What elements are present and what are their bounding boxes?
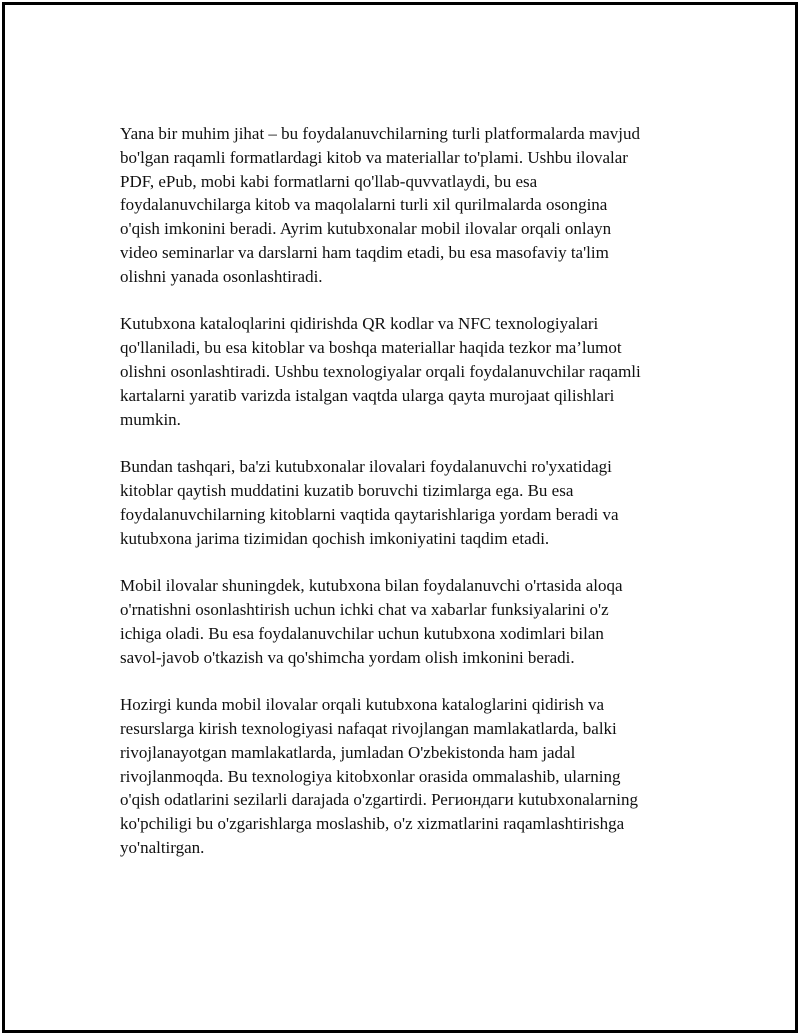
text-line: o'qish imkonini beradi. Ayrim kutubxonalar mobil ilovalar orqali onlayn bbox=[120, 219, 612, 239]
paragraph-5 bbox=[120, 693, 700, 860]
text-line: olishni yanada osonlashtiradi. bbox=[120, 266, 323, 286]
text-line: Mobil ilovalar shuningdek, kutubxona bilan foydalanuvchi o'rtasida aloqa bbox=[120, 576, 623, 596]
text-line: kartalarni yaratib varizda istalgan vaqtda ularga qayta murojaat qilishlari bbox=[120, 385, 615, 405]
paragraph-3 bbox=[120, 455, 700, 550]
document-body bbox=[120, 122, 700, 884]
text-line: ichiga oladi. Bu esa foydalanuvchilar uchun kutubxona xodimlari bilan bbox=[120, 623, 604, 643]
text-line: qo'llaniladi, bu esa kitoblar va boshqa materiallar haqida tezkor ma’lumot bbox=[120, 338, 622, 358]
text-line: kutubxona jarima tizimidan qochish imkoniyatini taqdim etadi. bbox=[120, 528, 550, 548]
paragraph-1 bbox=[120, 122, 700, 289]
text-line: resurslarga kirish texnologiyasi nafaqat rivojlangan mamlakatlarda, balki bbox=[120, 718, 617, 738]
text-line: foydalanuvchilarga kitob va maqolalarni turli xil qurilmalarda osongina bbox=[120, 195, 608, 215]
text-line: kitoblar qaytish muddatini kuzatib boruvchi tizimlarga ega. Bu esa bbox=[120, 480, 574, 500]
text-line: olishni osonlashtiradi. Ushbu texnologiyalar orqali foydalanuvchilar raqamli bbox=[120, 361, 641, 381]
page-frame bbox=[2, 2, 798, 1033]
text-line: ko'pchiligi bu o'zgarishlarga moslashib, o'z xizmatlarini raqamlashtirishga bbox=[120, 814, 625, 834]
text-line: foydalanuvchilarning kitoblarni vaqtida qaytarishlariga yordam beradi va bbox=[120, 504, 619, 524]
text-line: o'rnatishni osonlashtirish uchun ichki chat va xabarlar funksiyalarini o'z bbox=[120, 599, 609, 619]
text-line: savol-javob o'tkazish va qo'shimcha yordam olish imkonini beradi. bbox=[120, 647, 575, 667]
text-line: video seminarlar va darslarni ham taqdim etadi, bu esa masofaviy ta'lim bbox=[120, 242, 609, 262]
text-line: rivojlanmoqda. Bu texnologiya kitobxonlar orasida ommalashib, ularning bbox=[120, 766, 621, 786]
text-line: bo'lgan raqamli formatlardagi kitob va materiallar to'plami. Ushbu ilovalar bbox=[120, 147, 628, 167]
text-line: o'qish odatlarini sezilarli darajada o'zgartirdi. Региондаги kutubxonalarning bbox=[120, 790, 638, 810]
text-line: Yana bir muhim jihat – bu foydalanuvchilarning turli platformalarda mavjud bbox=[120, 124, 640, 143]
text-line: yo'naltirgan. bbox=[120, 837, 205, 857]
paragraph-4 bbox=[120, 574, 700, 669]
text-line: Hozirgi kunda mobil ilovalar orqali kutubxona kataloglarini qidirish va bbox=[120, 695, 605, 715]
text-line: Kutubxona kataloqlarini qidirishda QR kodlar va NFC texnologiyalari bbox=[120, 314, 599, 334]
text-line: rivojlanayotgan mamlakatlarda, jumladan O'zbekistonda ham jadal bbox=[120, 742, 576, 762]
paragraph-2 bbox=[120, 312, 700, 431]
text-line: PDF, ePub, mobi kabi formatlarni qo'llab-quvvatlaydi, bu esa bbox=[120, 171, 538, 191]
text-line: Bundan tashqari, ba'zi kutubxonalar ilovalari foydalanuvchi ro'yxatidagi bbox=[120, 457, 612, 477]
text-line: mumkin. bbox=[120, 409, 181, 429]
